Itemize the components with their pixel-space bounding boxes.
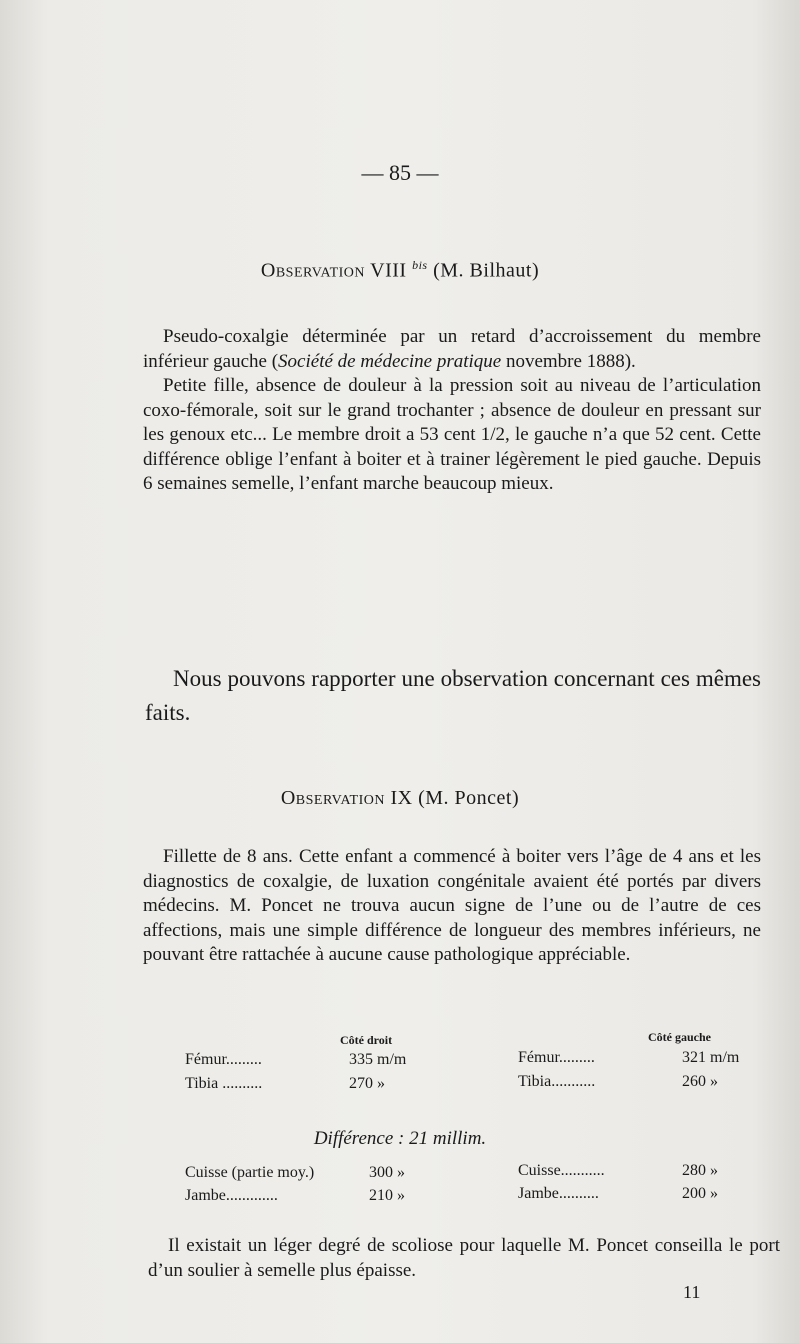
- row-value: 260 »: [682, 1073, 718, 1090]
- table-row: [185, 1187, 405, 1205]
- observation-author: (M. Poncet): [418, 787, 520, 809]
- observation-number: VIII: [370, 259, 407, 282]
- table-row: [518, 1049, 739, 1067]
- obs9-paragraph: Fillette de 8 ans. Cette enfant a commencé à boiter vers l’âge de 4 ans et les diagnostics de coxalgie, de luxation congénitale avaient été portés par divers médecins. M. Poncet ne trouva aucun signe de l’une ou de l’autre de ces affections, mais une simple différence de longueur des membres inférieurs, ne pouvant être rattachée à aucune cause pathologique appréciable.: [143, 846, 761, 965]
- row-value: 335 m/m: [349, 1051, 407, 1068]
- table-row: [518, 1162, 718, 1180]
- row-name: Fémur.........: [185, 1051, 262, 1068]
- observation-author: (M. Bilhaut): [433, 259, 540, 282]
- observation-9-text: [143, 845, 761, 968]
- obs8-p1a: Pseudo-coxalgie déterminée par un retard d’accroissement du membre inférieur gauche (: [143, 326, 761, 372]
- difference-line: Différence : 21 millim.: [313, 1128, 487, 1149]
- row-name: Tibia ..........: [185, 1075, 263, 1092]
- row-value: 280 »: [682, 1162, 718, 1179]
- row-value: 200 »: [682, 1185, 718, 1202]
- observation-bis: bis: [412, 258, 428, 272]
- row-value: 210 »: [369, 1187, 405, 1204]
- right-side-header: Côté droit: [340, 1033, 393, 1047]
- closing-paragraph: [148, 1234, 780, 1283]
- row-name: Cuisse...........: [518, 1162, 605, 1179]
- row-value: 321 m/m: [682, 1049, 740, 1066]
- obs8-p1c: novembre 1888).: [501, 350, 636, 372]
- folio-number: 11: [683, 1282, 701, 1302]
- observation-8-heading: [0, 258, 800, 283]
- left-side-header: Côté gauche: [648, 1030, 711, 1044]
- row-name: Tibia...........: [518, 1073, 596, 1090]
- table-row: [185, 1075, 385, 1093]
- row-name: Cuisse (partie moy.): [185, 1164, 315, 1181]
- table-row: [185, 1051, 499, 1069]
- transition-paragraph: Nous pouvons rapporter une observation concernant ces mêmes faits.: [145, 666, 761, 725]
- page-number: — 85 —: [361, 160, 439, 185]
- observation-label: Observation: [260, 259, 366, 282]
- observation-9-heading: [0, 787, 800, 810]
- observation-number: IX: [390, 787, 413, 809]
- row-name: Jambe..........: [518, 1185, 599, 1202]
- row-name: Fémur.........: [518, 1049, 595, 1066]
- closing-text: Il existait un léger degré de scoliose pour laquelle M. Poncet conseilla le port d’un soulier à semelle plus épaisse.: [148, 1235, 780, 1281]
- obs8-p1b: Société de médecine pratique: [278, 350, 502, 372]
- obs8-p2: Petite fille, absence de douleur à la pression soit au niveau de l’articulation coxo-fémorale, soit sur le grand trochanter ; absence de douleur en pressant sur les genoux etc... Le membre droit a 53 cent 1/2, le gauche n’a que 52 cent. Cette différence oblige l’enfant à boiter et à trainer légèrement le pied gauche. Depuis 6 semaines semelle, l’enfant marche beaucoup mieux.: [143, 375, 761, 494]
- row-value: 270 »: [349, 1075, 385, 1092]
- table-row: [518, 1185, 718, 1203]
- table-row: [518, 1073, 718, 1091]
- observation-8-text: [143, 325, 761, 497]
- row-value: 300 »: [369, 1164, 405, 1181]
- observation-label: Observation: [280, 787, 385, 809]
- row-name: Jambe.............: [185, 1187, 278, 1204]
- table-row: [185, 1164, 405, 1182]
